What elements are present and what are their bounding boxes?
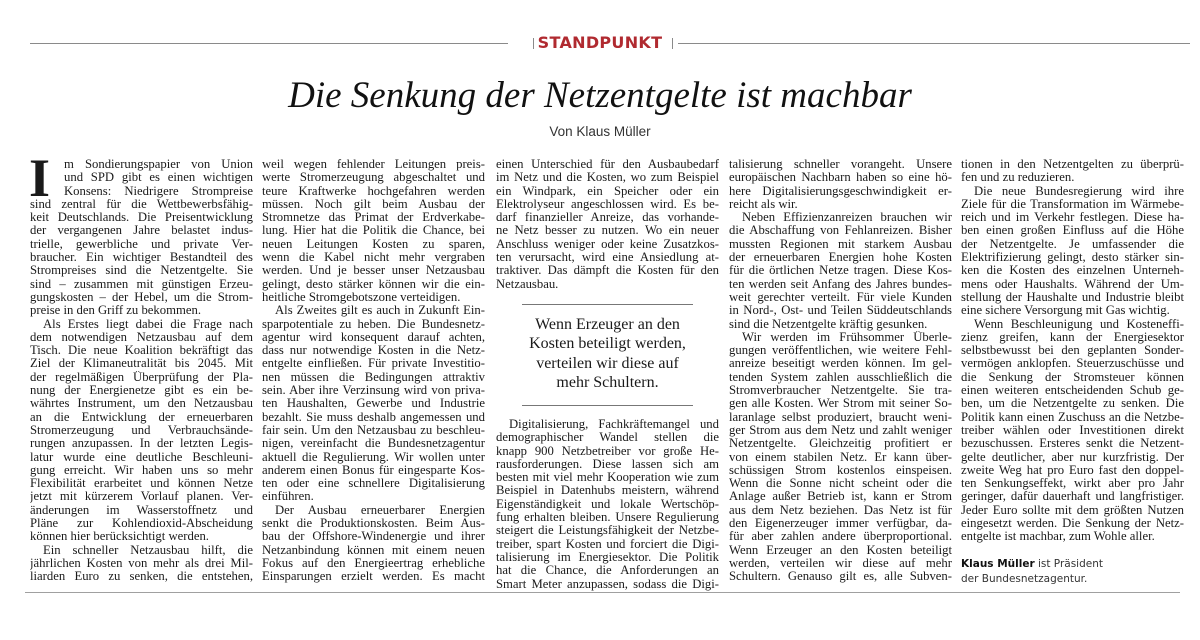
text-line: Tisch. Die neue Koalition bekräftigt das xyxy=(30,344,253,358)
text-line: fair sein. Um den Netzausbau zu beschleu- xyxy=(262,423,485,437)
header-rule-left xyxy=(30,43,508,44)
text-line: weil wegen fehlender Leitungen preis- xyxy=(262,158,485,171)
text-line: talisierung schneller vorangeht. Unsere xyxy=(729,158,952,171)
text-line: anreize beseitigt werden können. Im gel- xyxy=(729,357,952,371)
text-line: ben, um die Netzentgelte zu senken. Die xyxy=(961,397,1184,411)
text-line: preise in den Griff zu bekommen. xyxy=(30,304,201,318)
text-line: Netzentgelte. Gleichzeitig profitiert er xyxy=(729,437,952,451)
text-line: entgelte ist machbar, zum Wohle aller. xyxy=(961,530,1155,544)
text-line: einführen. xyxy=(262,490,314,504)
text-line: sind – zusammen mit günstigen Erzeu- xyxy=(30,277,253,291)
text-line: Anschluss weniger oder keine Zusatzkos- xyxy=(496,237,719,251)
text-line: Ein schneller Netzausbau hilft, die xyxy=(43,543,253,557)
text-line: Flexibilität erarbeitet und können Netze xyxy=(30,477,253,491)
text-line: tionen in den Netzentgelten zu überprü- xyxy=(961,158,1184,171)
paragraph xyxy=(729,211,952,331)
text-line: neuen Leitungen Kosten zu sparen, xyxy=(262,237,485,251)
text-line: werden, verteilen wir diese auf mehr xyxy=(729,556,952,570)
text-line: selbstbewusst bei den geplanten Sonder- xyxy=(961,344,1184,358)
paragraph xyxy=(262,304,485,503)
text-line: sind die Netzentgelte kräftig gesunken. xyxy=(729,317,928,331)
text-line: Elektrolyseur angeschlossen wird. Es be- xyxy=(496,197,719,211)
text-line: nung der Energienetze gibt es ein be- xyxy=(30,384,253,398)
text-line: ten Senkungseffekt, wirkt aber pro Jahr xyxy=(961,477,1184,491)
text-line: Die neue Bundesregierung wird ihre xyxy=(974,184,1184,198)
text-line: sparpotentiale zu heben. Die Bundesnetz- xyxy=(262,317,485,331)
text-line: traktiver. Das dämpft die Kosten für den xyxy=(496,264,719,278)
text-line: gelingt, desto stärker können wir die ein- xyxy=(262,277,485,291)
text-line: sein. Aber ihre Verzinsung wird von priva- xyxy=(262,384,485,398)
author-org: der Bundesnetzagentur. xyxy=(961,572,1088,585)
text-line: dem notwendigen Netzausbau auf dem xyxy=(30,330,253,344)
text-line: Stromverbraucher Netzentgelte. Sie tra- xyxy=(729,384,952,398)
text-line: Als Zweites gilt es auch in Zukunft Ein- xyxy=(275,304,485,318)
text-line: einen Unterschied für den Ausbaubedarf xyxy=(496,158,719,171)
text-line: der vergangenen Jahre belastet indus- xyxy=(30,224,253,238)
text-line: anderem einen Bonus für eingesparte Kos- xyxy=(262,463,485,477)
text-line: können hier berücksichtigt werden. xyxy=(30,530,209,544)
text-line: darf finanzieller Anreize, das vorhande- xyxy=(496,211,719,225)
text-line: Anlage außer Betrieb ist, kann er Strom xyxy=(729,490,952,504)
text-line: Als Erstes liegt dabei die Frage nach xyxy=(43,317,253,331)
text-line: gen alle Kosten. Wer Strom mit seiner So- xyxy=(729,397,952,411)
text-line: von einem stabilen Netz. Er kann über- xyxy=(729,450,952,464)
text-line: Fokus auf den Energieertrag erhebliche xyxy=(262,556,485,570)
paragraph xyxy=(961,158,1184,185)
text-line: gelte deutlicher, aber nur kurzfristig. Der xyxy=(961,450,1184,464)
drop-cap: I xyxy=(29,148,51,208)
text-line: der erneuerbaren Energien hohe Kosten xyxy=(729,251,952,265)
text-line: und SPD gibt es einen wichtigen xyxy=(64,171,253,185)
text-line: trielle, gewerbliche und private Ver- xyxy=(30,237,253,251)
text-line: mens oder Haushalts. Während der Um- xyxy=(961,277,1184,291)
text-line: für die örtlichen Netze tragen. Diese Kos- xyxy=(729,264,952,278)
article-title: Die Senkung der Netzentgelte ist machbar xyxy=(288,75,912,116)
article-column xyxy=(496,158,719,591)
text-line: jetzt mit kürzerem Vorlauf planen. Ver- xyxy=(30,490,253,504)
text-line: jährlichen Kosten von mehr als drei Mil- xyxy=(30,556,253,570)
text-line: rausforderungen. Diese lassen sich am xyxy=(496,457,719,471)
text-line: der regelmäßigen Überprüfung der Pla- xyxy=(30,370,253,384)
text-line: fung erhalten bleiben. Unsere Regulierung xyxy=(496,511,719,525)
text-line: aktuell die Regulierung. Wir wollen unter xyxy=(262,450,485,464)
text-line: bezahlt. Sie muss deshalb angemessen und xyxy=(262,410,485,424)
paragraph xyxy=(30,544,253,584)
text-line: gungen veröffentlichen, wie weitere Fehl- xyxy=(729,344,952,358)
text-line: Elektrifizierung gelingt, desto stärker sin- xyxy=(961,251,1184,265)
text-line: heitliche Stromgebotszone verteidigen. xyxy=(262,290,461,304)
text-line: dass nur notwendige Kosten in die Netz- xyxy=(262,344,485,358)
text-line: der Netzentgelte. Je umfassender die xyxy=(961,237,1184,251)
text-line: latur wurde eine deutliche Beschleuni- xyxy=(30,450,253,464)
text-line: sind zentral für die Wettbewerbsfähig- xyxy=(30,197,253,211)
text-line: nigen, vereinfacht die Bundesnetzagentur xyxy=(262,437,485,451)
article-byline: Von Klaus Müller xyxy=(549,124,651,139)
text-line: geringer, dafür dauerhaft und langfristiger. xyxy=(961,490,1184,504)
text-line: ten verursacht, wird eine Ansiedlung at- xyxy=(496,251,719,265)
text-line: rungen anzupassen. In der letzten Legis- xyxy=(30,437,253,451)
text-line: weit gerechter verteilt. Für viele Kunden xyxy=(729,290,952,304)
text-line: Ziel der Klimaneutralität bis 2045. Mit xyxy=(30,357,253,371)
text-line: keit Deutschlands. Die Preisentwicklung xyxy=(30,211,253,225)
text-line: die Senkung der Stromsteuer können xyxy=(961,370,1184,384)
text-line: Digitalisierung, Fachkräftemangel und xyxy=(509,417,719,431)
paragraph xyxy=(961,318,1184,544)
text-line: eingesetzt werden. Die Senkung der Netz- xyxy=(961,517,1184,531)
section-kicker: STANDPUNKT xyxy=(537,33,663,52)
text-line: Schultern. Genauso gilt es, alle Subven- xyxy=(729,570,952,584)
author-name: Klaus Müller xyxy=(961,557,1035,570)
text-line: stellung der Haushalte und Industrie bleibt xyxy=(961,290,1184,304)
text-line: schüssigen Strom kostenlos einspeisen. xyxy=(729,463,952,477)
paragraph xyxy=(30,318,253,544)
text-line: knapp 900 Netzbetreiber vor große He- xyxy=(496,444,719,458)
text-line: ten Haushalten, Gewerbe und Industrie xyxy=(262,397,485,411)
text-line: ne Netz besser zu nutzen. Wo ein neuer xyxy=(496,224,719,238)
paragraph xyxy=(496,418,719,591)
text-line: talisierung im Energiesektor. Die Politik xyxy=(496,550,719,564)
article-column xyxy=(729,158,952,584)
text-line: laranlage selbst produziert, braucht weni- xyxy=(729,410,952,424)
text-line: liarden Euro zu senken, die entstehen, xyxy=(30,570,253,584)
author-role: ist Präsident xyxy=(1034,557,1103,570)
article-column xyxy=(262,158,485,584)
text-line: teure Kraftwerke hochgefahren werden xyxy=(262,184,485,198)
author-note xyxy=(961,557,1184,587)
text-line: Pläne zur Kohlendioxid-Abscheidung xyxy=(30,517,253,531)
text-line: ken die Kosten des einzelnen Unterneh- xyxy=(961,264,1184,278)
footer-rule xyxy=(25,592,1180,593)
text-line: einen weiteren entscheidenden Schub ge- xyxy=(961,384,1184,398)
text-line: Wenn die Sonne nicht scheint oder die xyxy=(729,477,952,491)
text-line: vermögen anklopfen. Steuerzuschüsse und xyxy=(961,357,1184,371)
text-line: die Abschaffung von Fehlanreizen. Bisher xyxy=(729,224,952,238)
text-line: treiber, spart Kosten und forciert die Digi- xyxy=(496,537,719,551)
text-line: Politik kann einen Zuschuss an die Netzbe- xyxy=(961,410,1184,424)
text-line: Jeder Euro sollte mit dem größten Nutzen xyxy=(961,503,1184,517)
text-line: ten werden seit Anfang des Jahres bundes- xyxy=(729,277,952,291)
text-line: senkt die Produktionskosten. Beim Aus- xyxy=(262,517,485,531)
text-line: Ziele für die Transformation im Wärmebe- xyxy=(961,197,1184,211)
pull-quote-line: Wenn Erzeuger an den xyxy=(535,315,680,333)
text-line: aus dem Netz beziehen. Das Netz ist für xyxy=(729,503,952,517)
text-line: nen müssen die Bedingungen attraktiv xyxy=(262,370,485,384)
pull-quote-line: Kosten beteiligt werden, xyxy=(529,335,686,353)
text-line: besten mit viel mehr Kooperation wie zum xyxy=(496,471,719,485)
text-line: lung. Hier hat die Politik die Chance, bei xyxy=(262,224,485,238)
text-line: steigert die Leistungsfähigkeit der Netzbe- xyxy=(496,524,719,538)
text-line: Wenn Erzeuger an den Kosten beteiligt xyxy=(729,543,952,557)
paragraph xyxy=(29,148,253,318)
text-line: Stromnetze das Primat der Erdverkabe- xyxy=(262,211,485,225)
text-line: Smart Meter anzupassen, sodass die Digi- xyxy=(496,577,719,591)
text-line: für aber zahlen andere überproportional. xyxy=(729,530,952,544)
text-line: werden. Und je besser unser Netzausbau xyxy=(262,264,485,278)
text-line: Stromerzeugung und Verbrauchsände- xyxy=(30,423,253,437)
text-line: ger Strom aus dem Netz und zahlt weniger xyxy=(729,423,952,437)
text-line: zweite Weg hat pro Euro fast den doppel- xyxy=(961,463,1184,477)
text-line: wenn die Kabel nicht mehr vergraben xyxy=(262,251,485,265)
text-line: treiber wählen oder Investitionen direkt xyxy=(961,423,1184,437)
text-line: den Eigenerzeuger immer verfügbar, da- xyxy=(729,517,952,531)
text-line: bezuschussen. Ersteres senkt die Netzent- xyxy=(961,437,1184,451)
text-line: Netzausbau. xyxy=(496,277,559,291)
text-line: Der Ausbau erneuerbarer Energien xyxy=(275,503,485,517)
paragraph xyxy=(729,158,952,211)
text-line: tenden System zahlen ausschließlich die xyxy=(729,370,952,384)
text-line: Strompreises sind die Netzentgelte. Sie xyxy=(30,264,253,278)
text-line: änderungen im Wasserstoffnetz und xyxy=(30,503,253,517)
text-line: demographischer Wandel stellen die xyxy=(496,431,719,445)
text-line: währtes Instrument, um den Netzausbau xyxy=(30,397,253,411)
text-line: zienz greifen, kann der Energiesektor xyxy=(961,330,1184,344)
header-rule-right xyxy=(678,43,1190,44)
text-line: Neben Effizienzanreizen brauchen wir xyxy=(742,211,952,225)
pull-quote-line: mehr Schultern. xyxy=(556,374,659,392)
text-line: müssen. Noch gilt beim Ausbau der xyxy=(262,197,485,211)
text-line: hat die Chance, die Anforderungen an xyxy=(496,564,719,578)
text-line: braucher. Ein wichtiger Bestandteil des xyxy=(30,251,253,265)
header-rule-tick-right xyxy=(672,38,673,49)
text-line: gung erreicht. Wir haben uns so mehr xyxy=(30,463,253,477)
text-line: Wenn Beschleunigung und Kosteneffi- xyxy=(974,317,1184,331)
text-line: m Sondierungspapier von Union xyxy=(64,158,253,171)
paragraph xyxy=(496,158,719,291)
article-column xyxy=(29,148,253,584)
text-line: europäischen Nachbarn haben so eine hö- xyxy=(729,171,952,185)
text-line: fen und zu reduzieren. xyxy=(961,171,1075,185)
text-line: mussten Regionen mit starkem Ausbau xyxy=(729,237,952,251)
text-line: agentur wird konsequent darauf achten, xyxy=(262,330,485,344)
text-line: ten oder eine schnellere Digitalisierung xyxy=(262,477,485,491)
text-line: bau der Offshore-Windenergie und ihrer xyxy=(262,530,485,544)
text-line: Netzanbindung können mit einem neuen xyxy=(262,543,485,557)
text-line: reicht als wir. xyxy=(729,197,798,211)
text-line: eine sichere Versorgung mit Gas wichtig. xyxy=(961,304,1170,318)
paragraph xyxy=(262,158,485,304)
text-line: im Netz und die Kosten, wo zum Beispiel xyxy=(496,171,719,185)
text-line: ben einen großen Einfluss auf die Höhe xyxy=(961,224,1184,238)
paragraph xyxy=(262,504,485,584)
paragraph xyxy=(961,185,1184,318)
text-line: entgelte einfließen. Für private Investitio- xyxy=(262,357,485,371)
text-line: Einsparungen erzielt werden. Es macht xyxy=(262,570,485,584)
pull-quote xyxy=(522,304,693,406)
text-line: here Digitalisierungsgeschwindigkeit er- xyxy=(729,184,952,198)
text-line: gungskosten – der Hebel, um die Strom- xyxy=(30,290,253,304)
paragraph xyxy=(729,331,952,584)
text-line: Wir werden im Frühsommer Überle- xyxy=(742,330,952,344)
text-line: Konsens: Niedrigere Strompreise xyxy=(64,184,253,198)
text-line: Beispiel in Datenhubs meistern, während xyxy=(496,484,719,498)
text-line: Eigenständigkeit und lokale Wertschöp- xyxy=(496,497,719,511)
text-line: reich und im Verkehr festlegen. Diese ha- xyxy=(961,211,1184,225)
text-line: an die Entwicklung der erneuerbaren xyxy=(30,410,253,424)
text-line: in Nord-, Ost- und Teilen Süddeutschlands xyxy=(729,304,952,318)
pull-quote-line: verteilen wir diese auf xyxy=(536,354,679,372)
text-line: werte Stromerzeugung abgeschaltet und xyxy=(262,171,485,185)
article-column xyxy=(961,158,1184,587)
text-line: ein Windpark, ein Speicher oder ein xyxy=(496,184,719,198)
